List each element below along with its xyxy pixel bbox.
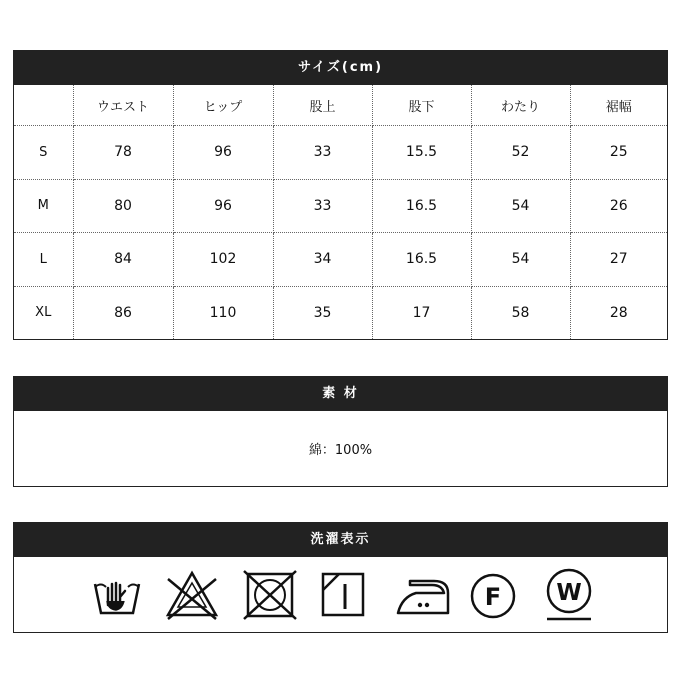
material-text: 綿：100%	[308, 443, 373, 458]
table-cell: 33	[273, 126, 372, 180]
material-body	[14, 411, 667, 486]
no-bleach-icon	[164, 557, 220, 632]
table-cell: 26	[570, 179, 667, 233]
hand-wash-icon	[92, 557, 142, 632]
header-cell-hem-width: 裾幅	[570, 85, 667, 126]
care-panel	[13, 522, 668, 633]
table-cell: 78	[73, 126, 173, 180]
table-cell: 96	[173, 126, 273, 180]
table-cell: 54	[471, 179, 570, 233]
header-cell-inseam: 股下	[372, 85, 471, 126]
table-cell: 84	[73, 233, 173, 287]
iron-low-icon	[394, 557, 452, 632]
table-cell: 33	[273, 179, 372, 233]
table-cell: 110	[173, 286, 273, 339]
care-symbols	[14, 557, 667, 632]
table-cell: 27	[570, 233, 667, 287]
header-cell-blank	[14, 85, 73, 126]
size-label: L	[14, 233, 73, 287]
header-cell-thigh: わたり	[471, 85, 570, 126]
dry-clean-letter: F	[484, 583, 502, 611]
table-cell: 86	[73, 286, 173, 339]
no-tumble-dry-icon	[242, 557, 298, 632]
size-label: M	[14, 179, 73, 233]
table-cell: 52	[471, 126, 570, 180]
size-label: S	[14, 126, 73, 180]
table-row	[14, 233, 667, 287]
table-cell: 16.5	[372, 179, 471, 233]
table-cell: 102	[173, 233, 273, 287]
size-table	[14, 85, 667, 339]
size-table-panel	[13, 50, 668, 340]
table-cell: 96	[173, 179, 273, 233]
table-cell: 34	[273, 233, 372, 287]
table-cell: 80	[73, 179, 173, 233]
table-cell: 16.5	[372, 233, 471, 287]
size-table-header-row	[14, 85, 667, 126]
table-row	[14, 286, 667, 339]
table-cell: 17	[372, 286, 471, 339]
line-dry-shade-icon	[320, 557, 366, 632]
size-label: XL	[14, 286, 73, 339]
material-title: 素 材	[14, 377, 667, 411]
table-cell: 25	[570, 126, 667, 180]
table-row	[14, 179, 667, 233]
dry-clean-f-icon	[468, 557, 518, 632]
wet-clean-letter: W	[556, 580, 582, 606]
wet-clean-w-icon	[541, 557, 597, 632]
material-panel	[13, 376, 668, 487]
header-cell-hip: ヒップ	[173, 85, 273, 126]
table-cell: 15.5	[372, 126, 471, 180]
table-cell: 28	[609, 304, 628, 321]
table-cell: 58	[471, 286, 570, 339]
table-cell: 35	[273, 286, 372, 339]
size-table-title: サイズ(cm)	[14, 51, 667, 85]
header-cell-rise: 股上	[273, 85, 372, 126]
table-cell: 54	[471, 233, 570, 287]
table-row	[14, 126, 667, 180]
care-title: 洗濯表示	[14, 523, 667, 557]
header-cell-waist: ウエスト	[73, 85, 173, 126]
